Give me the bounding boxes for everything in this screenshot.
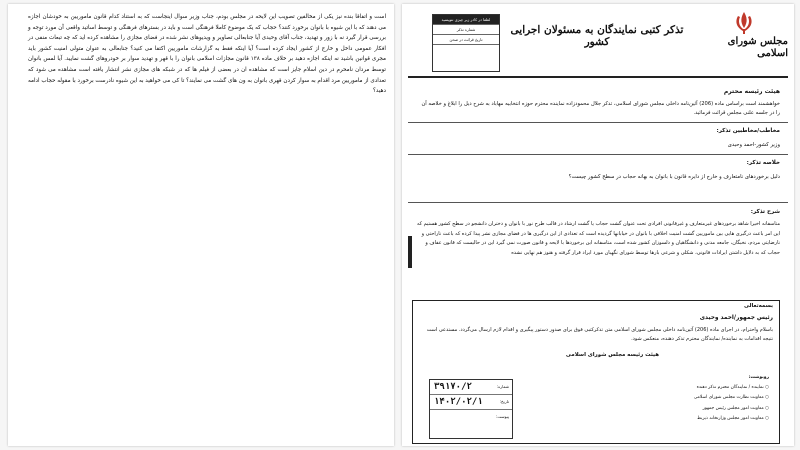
parliament-logo — [700, 10, 788, 72]
section-divider — [408, 122, 788, 123]
section-divider — [408, 202, 788, 203]
registration-stamp — [429, 379, 513, 439]
stamp-date: ۱۴۰۲/۰۲/۱ — [434, 397, 483, 407]
left-page-paragraph: است و اتفاقا بنده نیز یکی از مخالفین تصویب این لایحه در مجلس بودم، جناب وزیر سوال اینجاست که به استناد کدام قانون ماموریین به خودشان اجازه می دهند که با این شیوه با بانوان برخورد کنند؟ حجاب که یک موضوع کاملا فرهنگی است و باید در بسترهای فرهنگی و توسط اساتید واقعی آن مورد توجه و بررسی قرار گیرد نه با زور و تهدید، جناب آقای وحیدی آیا جنابعالی تصاویر و ویدیوهای نشر شده در فضای مجازی را مشاهده کرده اید که چه تبعات منفی در افکار عمومی داخل و خارج از کشور ایجاد کرده است؟ آیا اینکه فقط به گزارشات ماموریین اکتفا می کنید؟ جنابعالی به عنوان متولی امنیت کشور باید مجری قوانین باشید نه اینکه اجازه دهید بر خلاف ماده ۱۳۸ قانون مجازات اسلامی بانوان را با قهر و تهدید سوار بر خودروهای گشت نمایید. آیا لمس بانوان توسط مردان نامحرم در دین اسلام جایز است که مشاهده ان در بعضی از فیلم ها که در شبکه های مجازی نشر انتشار یافته است مشاهده می شود که تعدادی از ماموریین مرد اقدام به سوار کردن قهری بانوان به ون های گشت می نمایند؟ تا کی می خواهید به این شیوه نادرست برخورد با مقوله حجاب ادامه دهید؟ — [28, 14, 387, 95]
copy-recipient: ○ معاونت نظارت مجلس شورای اسلامی — [693, 395, 769, 401]
stamp-number-label: شماره: — [496, 384, 509, 389]
right-page — [402, 4, 794, 446]
stamp-date-row — [430, 395, 512, 410]
intro-paragraph: خواهشمند است براساس ماده (206) آئین‌نامه داخلی مجلس شورای اسلامی، تذکر جلال محمودزاده نماینده محترم حوزه انتخابیه مهاباد به شرح ذیل را ابلاغ و خلاصه آن را در جلسه علنی مجلس قرائت فرمائید. — [421, 101, 780, 117]
document-title: تذکر کتبی نمایندگان به مسئولان اجرایی کشور — [510, 24, 684, 48]
stamp-attachment-row — [430, 410, 512, 424]
addressee-value: وزیر کشور-احمد وحیدی — [727, 142, 780, 148]
copy-recipient: ○ معاونت امور مجلس رئیس جمهور — [702, 405, 769, 411]
description-label: شرح تذکر: — [750, 209, 780, 215]
copy-recipient: ○ نماینده / نمایندگان محترم تذکر دهنده — [696, 385, 769, 391]
section-divider — [408, 154, 788, 155]
description-paragraph: متاسفانه اخیرا شاهد برخوردهای غیرمتعارف و غیرقانونی افرادی تحت عنوان گشت حجاب یا گشت ارشاد در قالب طرح نور با بانوان و دختران دانشجو در سطح کشور هستیم که این امر باعث درگیری هایی بین ماموریین گشت امنیت اخلاقی با بانوان در خیابانها گردیده است که تعدادی از این درگیری ها در فضای مجازی نشر پیدا کرده که باعث ناراحتی و نارضایتی مردم، نخبگان، جامعه مدنی و دانشگاهیان و دلسوزان کشور شده است، متاسفانه این برخوردها با لایحه و قانون صورت نمی گیرد این در حالیست که قانون عفاف و حجاب که به دلایل داشتن ایرادات قانونی، شکلی و شرعی بارها توسط شورای نگهبان مورد ایراد قرار گرفته و هنوز هم نهایی نشده — [416, 221, 780, 256]
registry-stamp-row: شماره تذکر — [433, 25, 499, 35]
stamp-number: ۳۹۱۷۰/۲ — [434, 382, 472, 392]
logo-text: مجلس شورای اسلامی — [727, 36, 788, 59]
decree-signature-line: هیئت رئیسه مجلس شورای اسلامی — [565, 352, 659, 358]
header-divider — [408, 76, 788, 78]
summary-value: دلیل برخوردهای نامتعارف و خارج از دایره قانون با بانوان به بهانه حجاب در سطح کشور چیست؟ — [568, 174, 780, 180]
registry-stamp-title: لطفا در کادر زیر چیزی ننویسید — [433, 15, 499, 25]
summary-label: خلاصه تذکر: — [746, 160, 780, 166]
greeting: هیئت رئیسه محترم — [723, 88, 780, 95]
stamp-number-row — [430, 380, 512, 395]
decree-text: باسلام واحترام، در اجرای ماده (206) آئین‌نامه داخلی مجلس شورای اسلامی متن تذکرکتبی فوق برای صدور دستور پیگیری و اقدام لازم ارسال می‌گردد. مستدعی است نتیجه اقدامات به نماینده/ نمایندگان محترم تذکر دهنده، منعکس شود. — [426, 327, 773, 342]
copy-recipient: ○ معاونت امور مجلس وزارتخانه ذیربط — [696, 415, 769, 421]
signatory: رئیس جمهور/احمد وحیدی — [699, 315, 773, 321]
basmala: بسمه‌تعالی — [744, 303, 773, 309]
decree-box — [412, 300, 780, 444]
stamp-date-label: تاریخ: — [499, 399, 509, 404]
registry-stamp-row: تاریخ قرائت در صحن — [433, 35, 499, 45]
addressee-label: مخاطب/مخاطبین تذکر: — [716, 128, 780, 134]
scan-artifact — [408, 236, 412, 268]
emblem-icon — [731, 10, 757, 36]
left-page — [8, 4, 394, 446]
copies-list — [694, 373, 769, 424]
copies-label: رونوشت: — [748, 375, 769, 380]
stamp-attachment-label: پیوست: — [495, 414, 509, 419]
registry-stamp — [432, 14, 500, 72]
